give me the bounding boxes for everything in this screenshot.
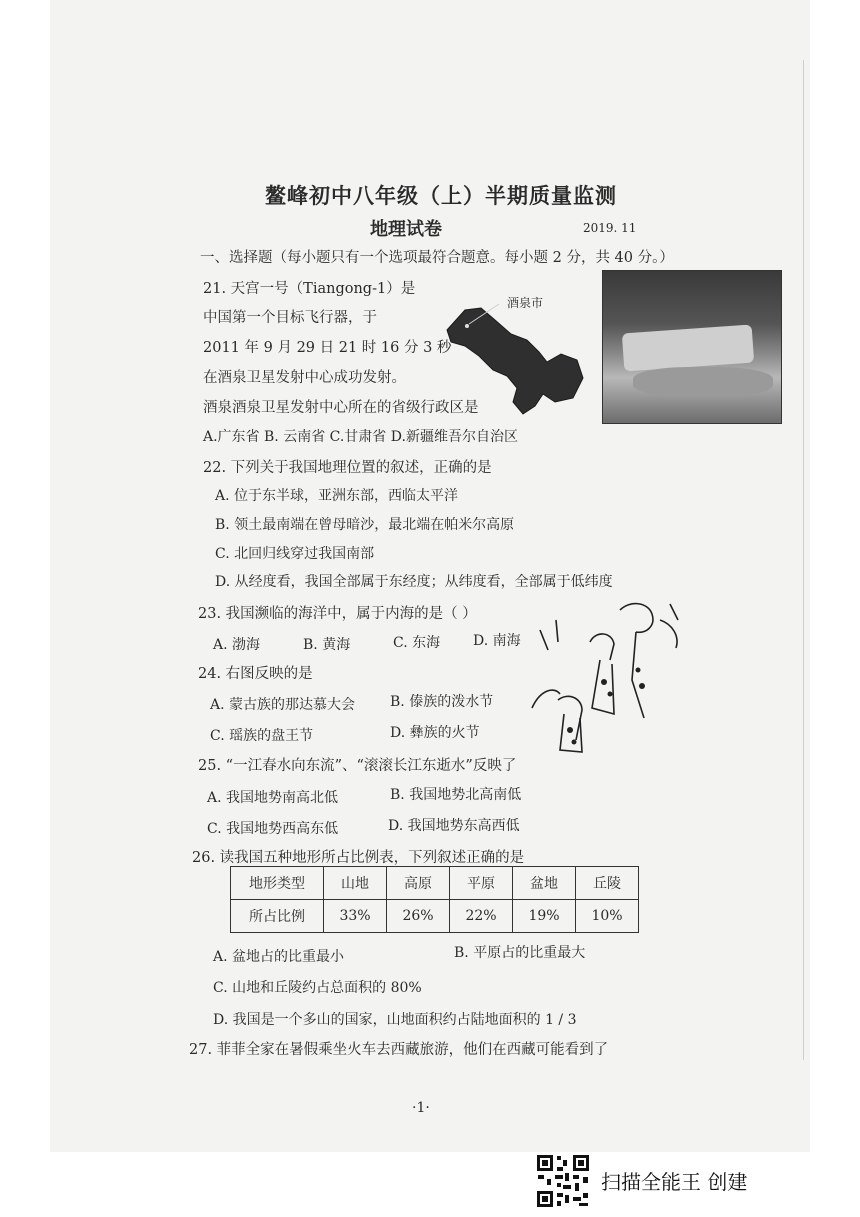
q24-stem: 24. 右图反映的是 [198, 666, 313, 682]
q25-option-c: C. 我国地势西高东低 [207, 821, 339, 837]
q24-option-c: C. 瑶族的盘王节 [210, 728, 314, 744]
table-row [231, 900, 639, 933]
q21-line-5: 酒泉酒泉卫星发射中心所在的省级行政区是 [203, 400, 479, 416]
q25-option-a: A. 我国地势南高北低 [207, 790, 339, 806]
q22-option-c: C. 北回归线穿过我国南部 [215, 546, 375, 562]
table-cell: 山地 [324, 867, 387, 900]
q25-option-b: B. 我国地势北高南低 [390, 787, 522, 803]
qr-code-icon [535, 1153, 591, 1209]
q26-stem: 26. 读我国五种地形所占比例表，下列叙述正确的是 [192, 850, 525, 866]
q22-option-d: D. 从经度看，我国全部属于东经度；从纬度看，全部属于低纬度 [215, 574, 613, 590]
q24-option-d: D. 彝族的火节 [390, 725, 480, 741]
launch-platform [622, 325, 754, 372]
section-heading: 一、选择题（每小题只有一个选项最符合题意。每小题 2 分，共 40 分。） [200, 250, 674, 266]
table-cell: 所占比例 [231, 900, 324, 933]
terrain-ratio-table [230, 866, 639, 933]
launch-site-photo [602, 270, 782, 424]
table-cell: 22% [450, 900, 513, 933]
q26-option-c: C. 山地和丘陵约占总面积的 80% [213, 980, 422, 996]
q24-option-a: A. 蒙古族的那达慕大会 [210, 697, 356, 713]
q23-option-c: C. 东海 [393, 635, 441, 651]
q23-option-a: A. 渤海 [213, 637, 261, 653]
exam-title: 鳌峰初中八年级（上）半期质量监测 [265, 183, 617, 208]
q27-stem: 27. 菲菲全家在暑假乘坐火车去西藏旅游，他们在西藏可能看到了 [189, 1042, 609, 1058]
water-festival-illustration [520, 590, 692, 762]
exam-date: 2019. 11 [583, 221, 637, 235]
table-cell: 高原 [387, 867, 450, 900]
q23-option-d: D. 南海 [473, 633, 521, 649]
scanner-watermark-text: 扫描全能王 创建 [601, 1170, 748, 1194]
q22-option-a: A. 位于东半球，亚洲东部，西临太平洋 [215, 488, 459, 504]
table-cell: 平原 [450, 867, 513, 900]
q26-option-a: A. 盆地占的比重最小 [213, 949, 345, 965]
jiuquan-dot [465, 324, 469, 328]
map-label-jiuquan: 酒泉市 [507, 296, 544, 310]
exam-subtitle: 地理试卷 [370, 219, 442, 240]
q25-option-d: D. 我国地势东高西低 [388, 818, 520, 834]
table-cell: 盆地 [513, 867, 576, 900]
q21-line-1: 21. 天宫一号（Tiangong-1）是 [203, 281, 416, 297]
q25-stem: 25. “一江春水向东流”、“滚滚长江东逝水”反映了 [198, 758, 517, 774]
table-cell: 地形类型 [231, 867, 324, 900]
q23-stem: 23. 我国濒临的海洋中，属于内海的是（ ） [198, 606, 477, 622]
q21-line-3: 2011 年 9 月 29 日 21 时 16 分 3 秒 [203, 340, 452, 356]
q24-option-b: B. 傣族的泼水节 [390, 694, 494, 710]
q22-stem: 22. 下列关于我国地理位置的叙述，正确的是 [203, 460, 492, 476]
table-header-row [231, 867, 639, 900]
q21-line-4: 在酒泉卫星发射中心成功发射。 [203, 370, 406, 386]
photo-ground [633, 367, 773, 397]
q26-option-d: D. 我国是一个多山的国家，山地面积约占陆地面积的 1 / 3 [213, 1012, 577, 1028]
q22-option-b: B. 领土最南端在曾母暗沙，最北端在帕米尔高原 [215, 517, 515, 533]
table-cell: 丘陵 [576, 867, 639, 900]
q26-option-b: B. 平原占的比重最大 [454, 945, 586, 961]
table-cell: 26% [387, 900, 450, 933]
table-cell: 19% [513, 900, 576, 933]
table-cell: 10% [576, 900, 639, 933]
q21-line-2: 中国第一个目标飞行器，于 [203, 310, 377, 326]
page-number: ·1· [412, 1100, 430, 1116]
table-cell: 33% [324, 900, 387, 933]
q21-options: A.广东省 B. 云南省 C.甘肃省 D.新疆维吾尔自治区 [203, 429, 518, 445]
q23-option-b: B. 黄海 [303, 637, 351, 653]
